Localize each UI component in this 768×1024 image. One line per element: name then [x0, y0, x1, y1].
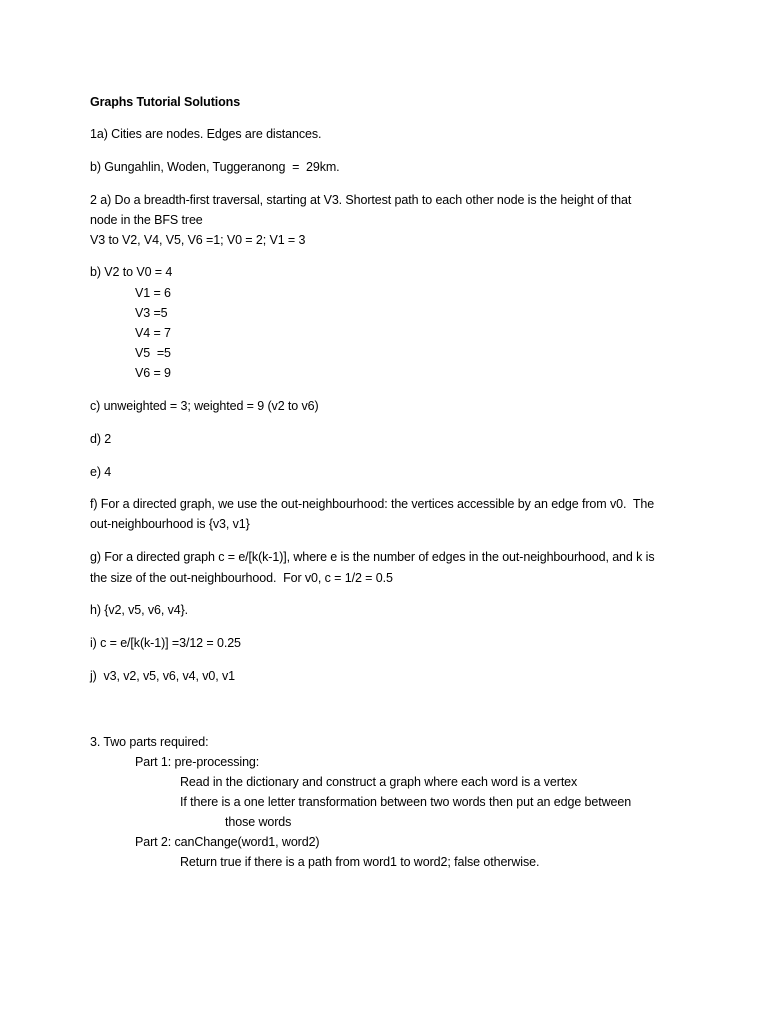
answer-2d: d) 2 [90, 432, 112, 446]
answer-2g-line-1: g) For a directed graph c = e/[k(k-1)], where e is the number of edges in the out-neighbourhood, and k is [90, 550, 655, 564]
answer-3-part-1-line-2: If there is a one letter transformation between two words then put an edge between [180, 795, 632, 809]
answer-1a: 1a) Cities are nodes. Edges are distances. [90, 127, 322, 141]
answer-2b-line: V3 =5 [135, 306, 168, 320]
answer-2b-line: V5 =5 [135, 346, 171, 360]
answer-2b-line: b) V2 to V0 = 4 [90, 265, 173, 279]
answer-3-part-1: Part 1: pre-processing: [135, 755, 260, 769]
answer-2a-line-1: 2 a) Do a breadth-first traversal, starting at V3. Shortest path to each other node is the height of that [90, 193, 632, 207]
answer-3-part-2: Part 2: canChange(word1, word2) [135, 835, 320, 849]
answer-2j: j) v3, v2, v5, v6, v4, v0, v1 [90, 669, 235, 683]
answer-2b-line: V6 = 9 [135, 366, 171, 380]
document-title: Graphs Tutorial Solutions [90, 95, 241, 109]
answer-2b-line: V1 = 6 [135, 286, 171, 300]
answer-2a-line-2: node in the BFS tree [90, 213, 203, 227]
answer-2a-line-3: V3 to V2, V4, V5, V6 =1; V0 = 2; V1 = 3 [90, 233, 306, 247]
answer-2c: c) unweighted = 3; weighted = 9 (v2 to v6) [90, 399, 319, 413]
answer-2i: i) c = e/[k(k-1)] =3/12 = 0.25 [90, 636, 241, 650]
answer-1b: b) Gungahlin, Woden, Tuggeranong = 29km. [90, 160, 340, 174]
answer-2e: e) 4 [90, 465, 112, 479]
answer-3-part-1-line-3: those words [225, 815, 292, 829]
answer-3-part-2-line-1: Return true if there is a path from word1 to word2; false otherwise. [180, 855, 540, 869]
answer-3-heading: 3. Two parts required: [90, 735, 209, 749]
answer-2g-line-2: the size of the out-neighbourhood. For v0, c = 1/2 = 0.5 [90, 571, 393, 585]
answer-2f-line-1: f) For a directed graph, we use the out-neighbourhood: the vertices accessible by an edge from v0. The [90, 497, 655, 511]
answer-3-part-1-line-1: Read in the dictionary and construct a graph where each word is a vertex [180, 775, 578, 789]
answer-2h: h) {v2, v5, v6, v4}. [90, 603, 189, 617]
answer-2f-line-2: out-neighbourhood is {v3, v1} [90, 517, 250, 531]
answer-2b-line: V4 = 7 [135, 326, 171, 340]
